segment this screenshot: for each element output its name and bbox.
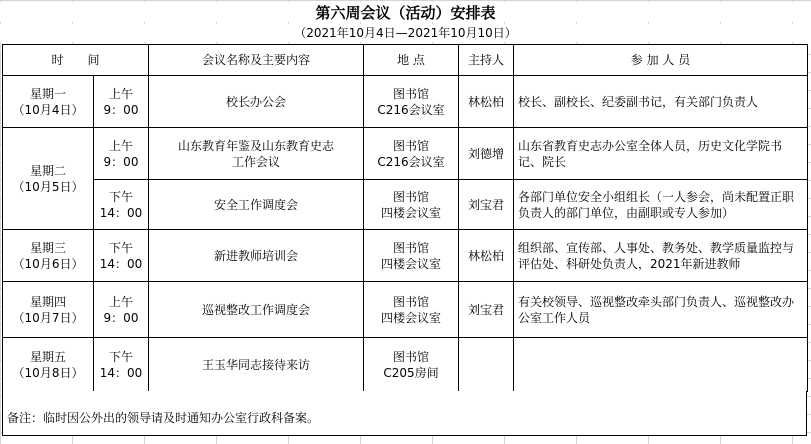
period: 上午	[109, 294, 134, 309]
host-cell: 刘宝君	[459, 282, 514, 338]
meeting-cell	[149, 128, 364, 180]
location-building: 图书馆	[393, 86, 430, 101]
day-cell	[3, 282, 94, 338]
header-location: 地 点	[364, 45, 459, 76]
table-row	[3, 338, 808, 392]
location-building: 图书馆	[393, 138, 430, 153]
meeting-cell	[149, 230, 364, 282]
location-building: 图书馆	[393, 349, 430, 364]
time-cell	[94, 180, 149, 230]
location-room: C205房间	[383, 365, 439, 380]
location-cell	[364, 282, 459, 338]
meeting-cell	[149, 338, 364, 392]
period: 下午	[109, 349, 134, 364]
time: 9：00	[103, 102, 139, 117]
day-date: （10月4日）	[12, 102, 84, 117]
footnote: 备注：临时因公外出的领导请及时通知办公室行政科备案。	[2, 391, 807, 436]
day-name: 星期二	[29, 163, 66, 178]
location-room: C216会议室	[377, 102, 445, 117]
meeting-name: 校长办公会	[226, 94, 287, 109]
table-row	[3, 282, 808, 338]
period: 下午	[109, 189, 134, 204]
period: 下午	[109, 240, 134, 255]
meeting-cell	[149, 76, 364, 128]
location-building: 图书馆	[393, 240, 430, 255]
location-building: 图书馆	[393, 294, 430, 309]
host-cell	[459, 338, 514, 392]
day-date: （10月6日）	[12, 256, 84, 271]
meeting-name: 新进教师培训会	[214, 248, 299, 263]
host-cell: 刘宝君	[459, 180, 514, 230]
day-name: 星期五	[29, 349, 66, 364]
meeting-cell	[149, 180, 364, 230]
host-cell: 刘德增	[459, 128, 514, 180]
time: 14：00	[99, 365, 143, 380]
meeting-name: 山东教育年鉴及山东教育史志	[178, 138, 335, 153]
participants-cell: 有关校领导、巡视整改牵头部门负责人、巡视整改办公室工作人员	[514, 282, 808, 338]
time-cell	[94, 76, 149, 128]
location-cell	[364, 230, 459, 282]
header-time: 时 间	[3, 45, 149, 76]
time-cell	[94, 230, 149, 282]
meeting-name: 安全工作调度会	[214, 197, 299, 212]
location-cell	[364, 128, 459, 180]
period: 上午	[109, 86, 134, 101]
participants-cell	[514, 338, 808, 392]
day-date: （10月5日）	[12, 179, 84, 194]
table-row	[3, 76, 808, 128]
day-cell	[3, 128, 94, 230]
host-cell: 林松柏	[459, 76, 514, 128]
page-title: 第六周会议（活动）安排表	[0, 2, 811, 22]
day-cell	[3, 230, 94, 282]
date-range-subtitle: （2021年10月4日—2021年10月10日）	[0, 24, 811, 42]
participants-cell: 校长、副校长、纪委副书记，有关部门负责人	[514, 76, 808, 128]
header-meeting: 会议名称及主要内容	[149, 45, 364, 76]
meeting-name: 王玉华同志接待来访	[202, 357, 311, 372]
meeting-name-cont: 工作会议	[232, 154, 281, 169]
location-room: 四楼会议室	[381, 310, 442, 325]
table-row	[3, 230, 808, 282]
day-name: 星期三	[29, 240, 66, 255]
location-room: 四楼会议室	[381, 205, 442, 220]
day-cell	[3, 76, 94, 128]
schedule-table	[2, 44, 808, 392]
participants-cell: 山东省教育史志办公室全体人员，历史文化学院书记、院长	[514, 128, 808, 180]
day-name: 星期四	[29, 294, 66, 309]
time: 14：00	[99, 205, 143, 220]
table-row	[3, 180, 808, 230]
header-participants: 参 加 人 员	[514, 45, 808, 76]
time: 9：00	[103, 154, 139, 169]
host-cell: 林松柏	[459, 230, 514, 282]
period: 上午	[109, 138, 134, 153]
day-date: （10月7日）	[12, 310, 84, 325]
location-cell	[364, 180, 459, 230]
day-cell	[3, 338, 94, 392]
day-date: （10月8日）	[12, 365, 84, 380]
day-name: 星期一	[29, 86, 66, 101]
location-room: 四楼会议室	[381, 256, 442, 271]
time-cell	[94, 338, 149, 392]
time: 14：00	[99, 256, 143, 271]
location-cell	[364, 76, 459, 128]
header-host: 主持人	[459, 45, 514, 76]
location-cell	[364, 338, 459, 392]
participants-cell: 各部门单位安全小组组长（一人参会，尚未配置正职负责人的部门单位，由副职或专人参加）	[514, 180, 808, 230]
meeting-cell	[149, 282, 364, 338]
location-building: 图书馆	[393, 189, 430, 204]
header-row	[3, 45, 808, 76]
time: 9：00	[103, 310, 139, 325]
participants-cell: 组织部、宣传部、人事处、教务处、教学质量监控与评估处、科研处负责人，2021年新进教师	[514, 230, 808, 282]
location-room: C216会议室	[377, 154, 445, 169]
table-row	[3, 128, 808, 180]
time-cell	[94, 128, 149, 180]
meeting-name: 巡视整改工作调度会	[202, 302, 311, 317]
time-cell	[94, 282, 149, 338]
